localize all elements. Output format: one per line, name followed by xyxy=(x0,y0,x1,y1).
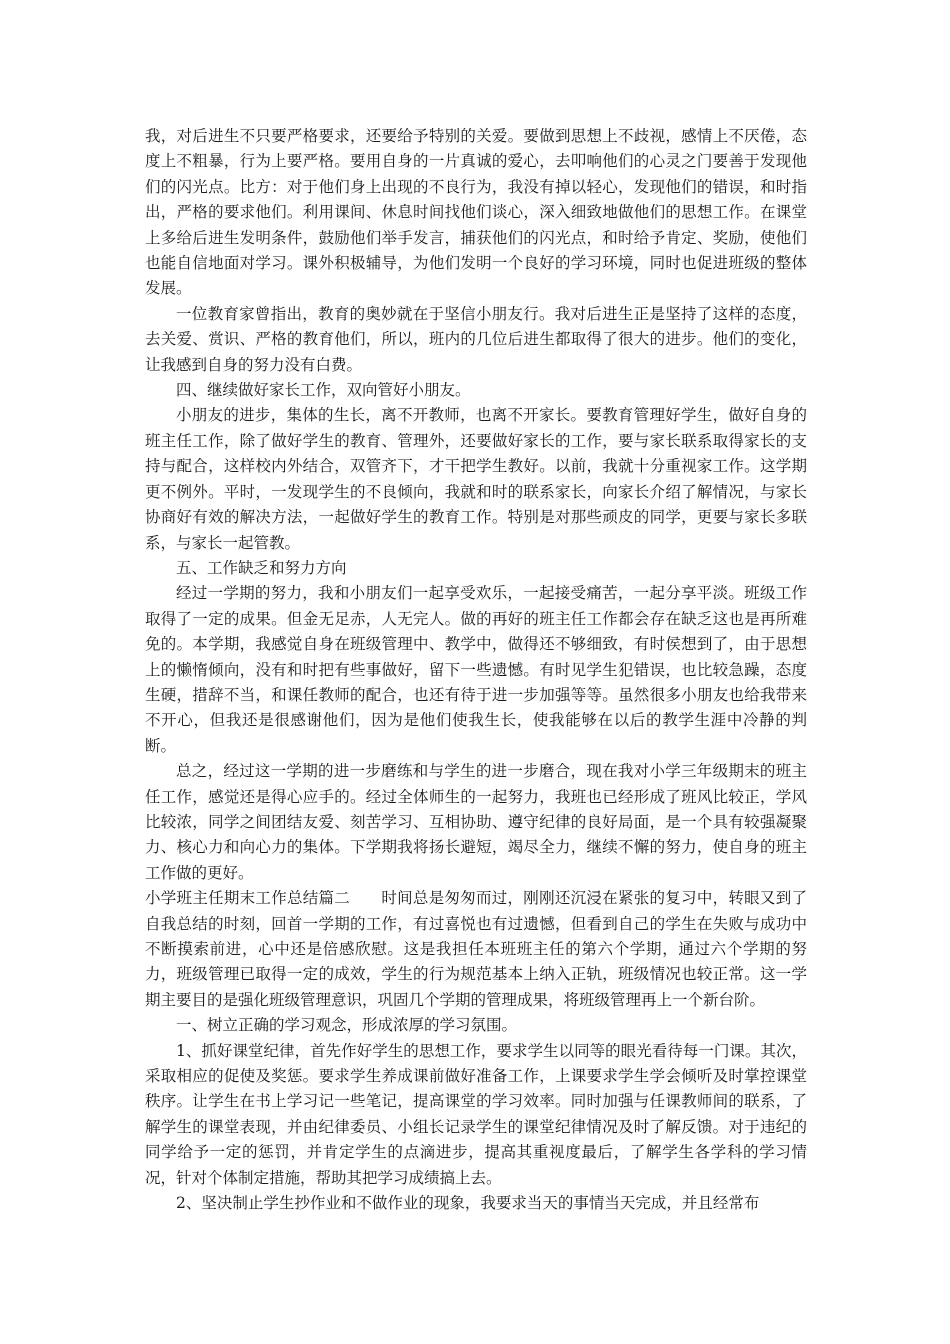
paragraph-1: 我，对后进生不只要严格要求，还要给予特别的关爱。要做到思想上不歧视，感情上不厌倦，态度上不粗暴，行为上要严格。要用自身的一片真诚的爱心，去叩响他们的心灵之门要善于发现他们的闪光点。比方：对于他们身上出现的不良行为，我没有掉以轻心，发现他们的错误，和时指出，严格的要求他们。利用课间、休息时间找他们谈心，深入细致地做他们的思想工作。在课堂上多给后进生发明条件，鼓励他们举手发言，捕获他们的闪光点，和时给予肯定、奖励，使他们也能自信地面对学习。课外积极辅导，为他们发明一个良好的学习环境，同时也促进班级的整体发展。 xyxy=(145,127,807,298)
heading-shortcomings: 五、工作缺乏和努力方向 xyxy=(176,558,347,577)
title-gap xyxy=(350,889,381,907)
paragraph-6: 经过一学期的努力，我和小朋友们一起享受欢乐，一起接受痛苦，一起分享平淡。班级工作取得了一定的成果。但金无足赤，人无完人。做的再好的班主任工作都会存在缺乏这也是再所难免的。本学期，我感觉自身在班级管理中、教学中，做得还不够细致，有时侯想到了，由于思想上的懒惰倾向，没有和时把有些事做好，留下一些遗憾。有时见学生犯错误，也比较急躁，态度生硬，措辞不当，和课任教师的配合，也还有待于进一步加强等等。虽然很多小朋友也给我带来不开心，但我还是很感谢他们，因为是他们使我生长，使我能够在以后的教学生涯中冷静的判断。 xyxy=(145,584,807,755)
heading-learning-concept: 一、树立正确的学习观念，形成浓厚的学习氛围。 xyxy=(176,1016,518,1035)
paragraph-7: 总之，经过这一学期的进一步磨练和与学生的进一步磨合，现在我对小学三年级期末的班主任工作，感觉还是得心应手的。经过全体师生的一起努力，我班也已经形成了班风比较正，学风比较浓，同学之间团结友爱、刻苦学习、互相协助、遵守纪律的良好局面，是一个具有较强凝聚力、核心力和向心力的集体。下学期我将扬长避短，竭尽全力，继续不懈的努力，使自身的班主工作做的更好。 xyxy=(145,762,807,882)
paragraph-classroom-discipline: 1、抓好课堂纪律，首先作好学生的思想工作，要求学生以同等的眼光看待每一门课。其次，采取相应的促使及奖惩。要求学生养成课前做好准备工作，上课要求学生学会倾听及时掌控课堂秩序。让学生在书上学习记一些笔记，提高课堂的学习效率。同时加强与任课教师间的联系，了解学生的课堂表现，并由纪律委员、小组长记录学生的课堂纪律情况及时了解反馈。对于违纪的同学给予一定的惩罚，并肯定学生的点滴进步，提高其重视度最后，了解学生各学科的学习情况，针对个体制定措施，帮助其把学习成绩搞上去。 xyxy=(145,1041,807,1187)
paragraph-4: 小朋友的进步，集体的生长，离不开教师，也离不开家长。要教育管理好学生，做好自身的班主任工作，除了做好学生的教育、管理外，还要做好家长的工作，要与家长联系取得家长的支持与配合，这样校内外结合，双管齐下，才干把学生教好。以前，我就十分重视家工作。这学期更不例外。平时，一发现学生的不良倾向，我就和时的联系家长，向家长介绍了解情况，与家长协商好有效的解决方法，一起做好学生的教育工作。特别是对那些顽皮的同学，更要与家长多联系，与家长一起管教。 xyxy=(145,406,807,552)
section-two-intro xyxy=(145,886,807,1013)
document-page xyxy=(145,124,807,1216)
heading-parent-work: 四、继续做好家长工作，双向管好小朋友。 xyxy=(176,381,471,400)
section-title: 小学班主任期末工作总结篇二 xyxy=(145,889,351,908)
paragraph-homework: 2、坚决制止学生抄作业和不做作业的现象，我要求当天的事情当天完成，并且经常布 xyxy=(176,1194,760,1213)
paragraph-2: 一位教育家曾指出，教育的奥妙就在于坚信小朋友行。我对后进生正是坚持了这样的态度，去关爱、赏识、严格的教育他们，所以，班内的几位后进生都取得了很大的进步。他们的变化，让我感到自身的努力没有白费。 xyxy=(145,304,807,374)
section-intro-text: 时间总是匆匆而过，刚刚还沉浸在紧张的复习中，转眼又到了自我总结的时刻，回首一学期的工作，有过喜悦也有过遗憾，但看到自己的学生在失败与成功中不断摸索前进，心中还是倍感欣慰。这是我担任本班班主任的第六个学期，通过六个学期的努力，班级管理已取得一定的成效，学生的行为规范基本上纳入正轨，班级情况也较正常。这一学期主要目的是强化班级管理意识，巩固几个学期的管理成果，将班级管理再上一个新台阶。 xyxy=(145,889,807,1009)
